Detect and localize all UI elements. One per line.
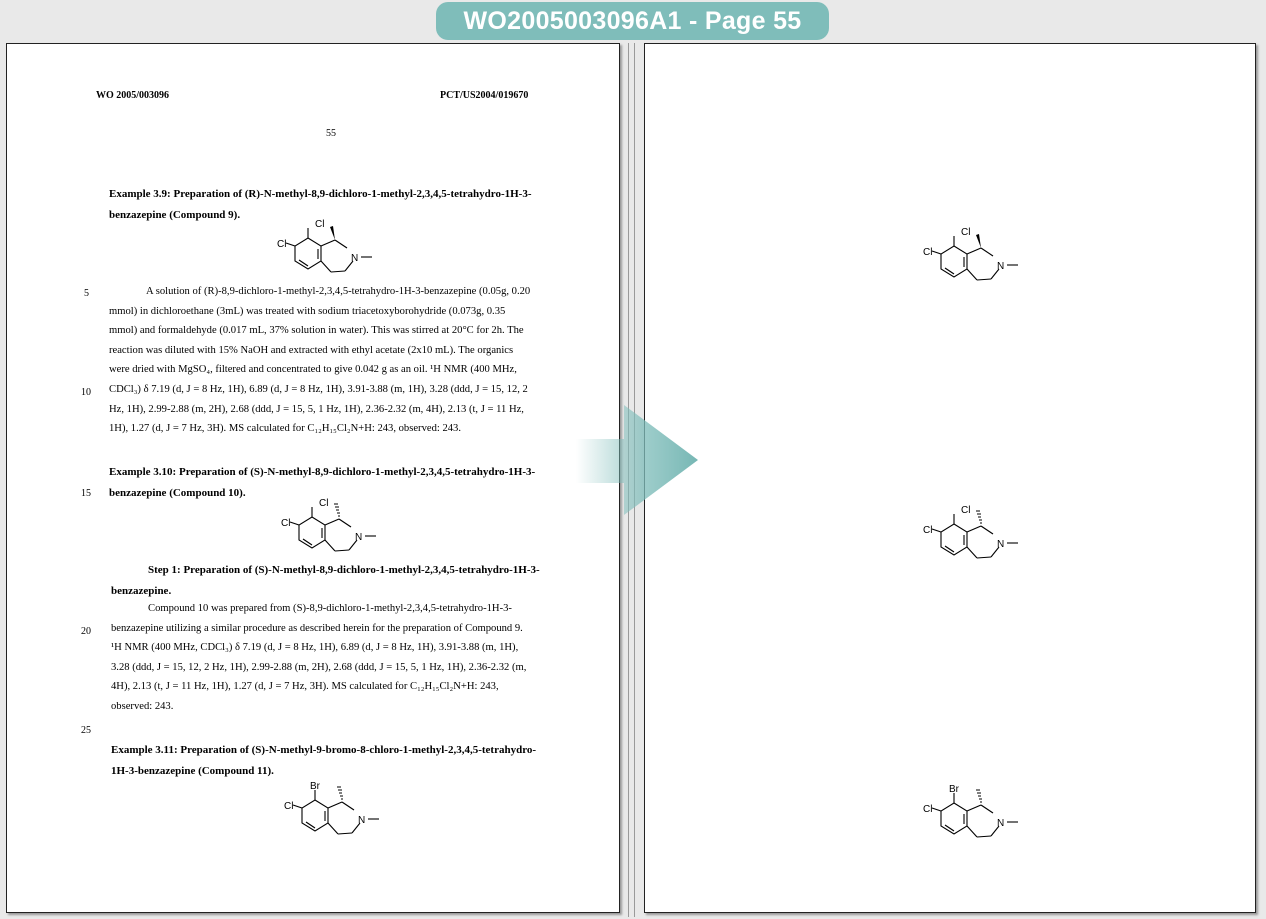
line-number: 10: [81, 387, 91, 398]
extracted-compound-10-left-substituent: Cl: [923, 525, 933, 536]
extracted-compound-9-structure: [921, 224, 1033, 286]
compound-10-top-substituent: Cl: [319, 498, 329, 509]
compound-11-structure: [282, 778, 394, 840]
arrow-right-icon: [576, 405, 700, 517]
extracted-compound-9-left-substituent: Cl: [923, 247, 933, 258]
extracted-compound-10-structure: [921, 502, 1033, 564]
extracted-compound-9-top-substituent: Cl: [961, 227, 971, 238]
document-title-badge: WO2005003096A1 - Page 55: [436, 2, 829, 40]
example-3-9-paragraph: A solution of (R)-8,9-dichloro-1-methyl-2,3,4,5-tetrahydro-1H-3-benzazepine (0.05g, 0.20 mmol) in dichloroethane (3mL) was treated with sodium triacetoxyborohydride (0.073g, 0.35 mmol) and formaldehyde (0.017 mL, 37% solution in water). This was stirred at 20°C for 2h. The reaction was diluted with 15% NaOH and extracted with ethyl acetate (2x10 mL). The organics were dried with MgSO₄, filtered and concentrated to give 0.042 g as an oil. ¹H NMR (400 MHz, CDCl₃) δ 7.19 (d, J = 8 Hz, 1H), 6.89 (d, J = 8 Hz, 1H), 3.91-3.88 (m, 1H), 3.28 (ddd, J = 15, 12, 2 Hz, 1H), 2.99-2.88 (m, 2H), 2.68 (ddd, J = 15, 5, 1 Hz, 1H), 2.36-2.32 (m, 4H), 2.13 (t, J = 11 Hz, 1H), 1.27 (d, J = 7 Hz, 3H). MS calculated for C₁₂H₁₅Cl₂N+H: 243, observed: 243.: [109, 286, 531, 435]
compound-9-top-substituent: Cl: [315, 219, 325, 230]
line-number: 5: [84, 288, 89, 299]
line-number: 25: [81, 725, 91, 736]
compound-9-nitrogen: N: [351, 253, 359, 264]
compound-9-left-substituent: Cl: [277, 239, 287, 250]
example-3-10-heading: Example 3.10: Preparation of (S)-N-methyl-8,9-dichloro-1-methyl-2,3,4,5-tetrahydro-1H-3- benzazepine (Compound 10).: [109, 466, 536, 499]
compound-11-top-substituent: Br: [310, 781, 320, 792]
extracted-structures-page: [644, 43, 1256, 913]
step-1-heading: Step 1: Preparation of (S)-N-methyl-8,9-dichloro-1-methyl-2,3,4,5-tetrahydro-1H-3- benzazepine.: [111, 564, 540, 597]
compound-10-left-substituent: Cl: [281, 518, 291, 529]
step-1-paragraph: Compound 10 was prepared from (S)-8,9-dichloro-1-methyl-2,3,4,5-tetrahydro-1H-3- benzazepine utilizing a similar procedure as described herein for the preparation of Compound 9. ¹H NMR (400 MHz, CDCl₃) δ 7.19 (d, J = 8 Hz, 1H), 6.89 (d, J = 8 Hz, 1H), 3.91-3.88 (m, 1H), 3.28 (ddd, J = 15, 12, 2 Hz, 1H), 2.99-2.88 (m, 2H), 2.68 (ddd, J = 15, 5, 1 Hz, 1H), 2.36-2.32 (m, 4H), 2.13 (t, J = 11 Hz, 1H), 1.27 (d, J = 7 Hz, 3H). MS calculated for C₁₂H₁₅Cl₂N+H: 243, observed: 243.: [111, 603, 527, 712]
extracted-compound-10-top-substituent: Cl: [961, 505, 971, 516]
extracted-compound-11-top-substituent: Br: [949, 784, 959, 795]
compound-10-structure: [279, 495, 391, 557]
compound-9-structure: [275, 216, 387, 278]
example-3-9-heading: Example 3.9: Preparation of (R)-N-methyl-8,9-dichloro-1-methyl-2,3,4,5-tetrahydro-1H-3- benzazepine (Compound 9).: [109, 188, 532, 221]
extracted-compound-11-structure: [921, 781, 1033, 843]
line-number: 15: [81, 488, 91, 499]
extracted-compound-10-nitrogen: N: [997, 539, 1005, 550]
header-publication-number: WO 2005/003096: [96, 90, 170, 101]
line-number: 20: [81, 626, 91, 637]
compound-10-nitrogen: N: [355, 532, 363, 543]
compound-11-nitrogen: N: [358, 815, 366, 826]
example-3-11-heading: Example 3.11: Preparation of (S)-N-methyl-9-bromo-8-chloro-1-methyl-2,3,4,5-tetrahydro- 1H-3-benzazepine (Compound 11).: [111, 744, 537, 777]
header-application-number: PCT/US2004/019670: [440, 90, 529, 101]
source-page: [6, 43, 620, 913]
compound-11-left-substituent: Cl: [284, 801, 294, 812]
extracted-compound-11-left-substituent: Cl: [923, 804, 933, 815]
extracted-compound-11-nitrogen: N: [997, 818, 1005, 829]
page-number: 55: [326, 128, 336, 139]
extracted-compound-9-nitrogen: N: [997, 261, 1005, 272]
